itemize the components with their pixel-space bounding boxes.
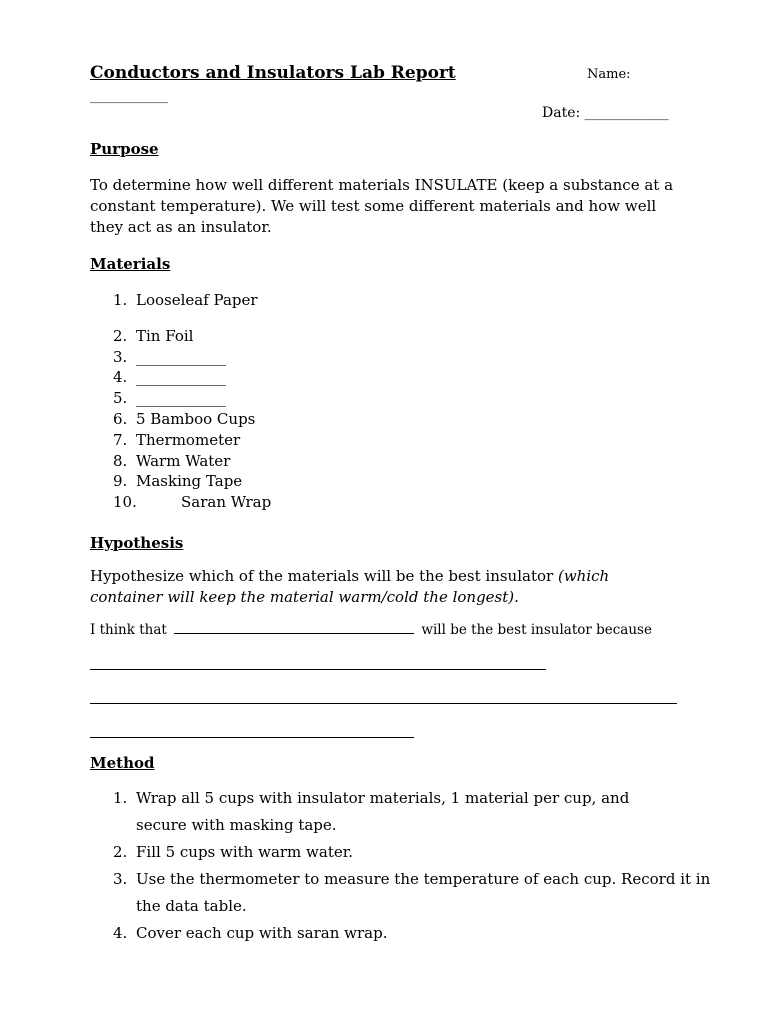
- name-label: Name:: [587, 67, 631, 82]
- list-item: [113, 451, 271, 472]
- list-item: [113, 866, 736, 920]
- list-item-label: Saran Wrap: [181, 493, 272, 512]
- list-item-label: Fill 5 cups with warm water.: [136, 843, 354, 861]
- list-item-number: 6.: [113, 409, 128, 428]
- list-item-number: 2.: [113, 843, 128, 861]
- list-item-label: ____________: [136, 368, 226, 387]
- list-item: [113, 347, 271, 368]
- list-item: [113, 785, 636, 839]
- list-item-number: 3.: [113, 347, 128, 366]
- list-item-label: Looseleaf Paper: [136, 291, 258, 309]
- list-item-number: 9.: [113, 472, 128, 491]
- name-blank: ____________: [90, 89, 168, 104]
- think-that-start: I think that: [90, 622, 167, 638]
- list-item: [113, 471, 271, 492]
- list-item-label: ____________: [136, 347, 226, 366]
- hypothesis-prompt-text: Hypothesize which of the materials will be the best insulator: [90, 567, 558, 585]
- method-list: [113, 785, 713, 947]
- list-item: [113, 409, 271, 430]
- list-item: [113, 290, 271, 311]
- list-item-label: Warm Water: [136, 451, 231, 470]
- list-item-number: 7.: [113, 430, 128, 449]
- answer-line-3: [90, 737, 414, 738]
- materials-list: [113, 290, 271, 513]
- list-item-label: ____________: [136, 389, 226, 408]
- hypothesis-heading: Hypothesis: [90, 534, 184, 552]
- list-item-number: 4.: [113, 368, 128, 387]
- materials-heading: Materials: [90, 255, 171, 273]
- list-item-label: Cover each cup with saran wrap.: [136, 924, 388, 942]
- list-item-label: Thermometer: [136, 430, 241, 449]
- method-heading: Method: [90, 754, 155, 772]
- list-item-number: 1.: [113, 291, 128, 309]
- think-that-line: [90, 621, 652, 638]
- list-item-label: Wrap all 5 cups with insulator materials, 1 material per cup, and secure with masking tape.: [136, 789, 630, 834]
- list-item-label: Tin Foil: [136, 326, 194, 345]
- page-title: Conductors and Insulators Lab Report: [90, 63, 456, 83]
- date-label: Date: ____________: [542, 105, 669, 121]
- list-item-label: Use the thermometer to measure the temperature of each cup. Record it in the data table.: [136, 870, 711, 915]
- list-item-label: 5 Bamboo Cups: [136, 409, 256, 428]
- list-item-label: Masking Tape: [136, 472, 243, 491]
- answer-line-2: [90, 703, 677, 704]
- list-item: [113, 920, 713, 947]
- list-item-number: 4.: [113, 924, 128, 942]
- list-item-number: 1.: [113, 789, 128, 807]
- blank-line: [174, 621, 414, 634]
- list-item-number: 10.: [113, 493, 137, 512]
- list-item: [113, 492, 271, 513]
- list-item-number: 3.: [113, 870, 128, 888]
- list-item: [113, 367, 271, 388]
- list-item: [113, 326, 271, 347]
- list-item: [113, 388, 271, 409]
- list-item-number: 2.: [113, 326, 128, 345]
- list-item: [113, 430, 271, 451]
- answer-line-1: [90, 669, 546, 670]
- hypothesis-prompt: [90, 566, 650, 608]
- purpose-text: To determine how well different materials INSULATE (keep a substance at a constant temperature). We will test some different materials and how well they act as an insulator.: [90, 176, 674, 236]
- think-that-end: will be the best insulator because: [421, 622, 652, 638]
- purpose-heading: Purpose: [90, 140, 159, 158]
- list-item: [113, 839, 713, 866]
- list-item-number: 5.: [113, 389, 128, 408]
- list-item-number: 8.: [113, 451, 128, 470]
- hypothesis-prompt-italic: (which container will keep the material warm/cold the longest).: [90, 567, 610, 606]
